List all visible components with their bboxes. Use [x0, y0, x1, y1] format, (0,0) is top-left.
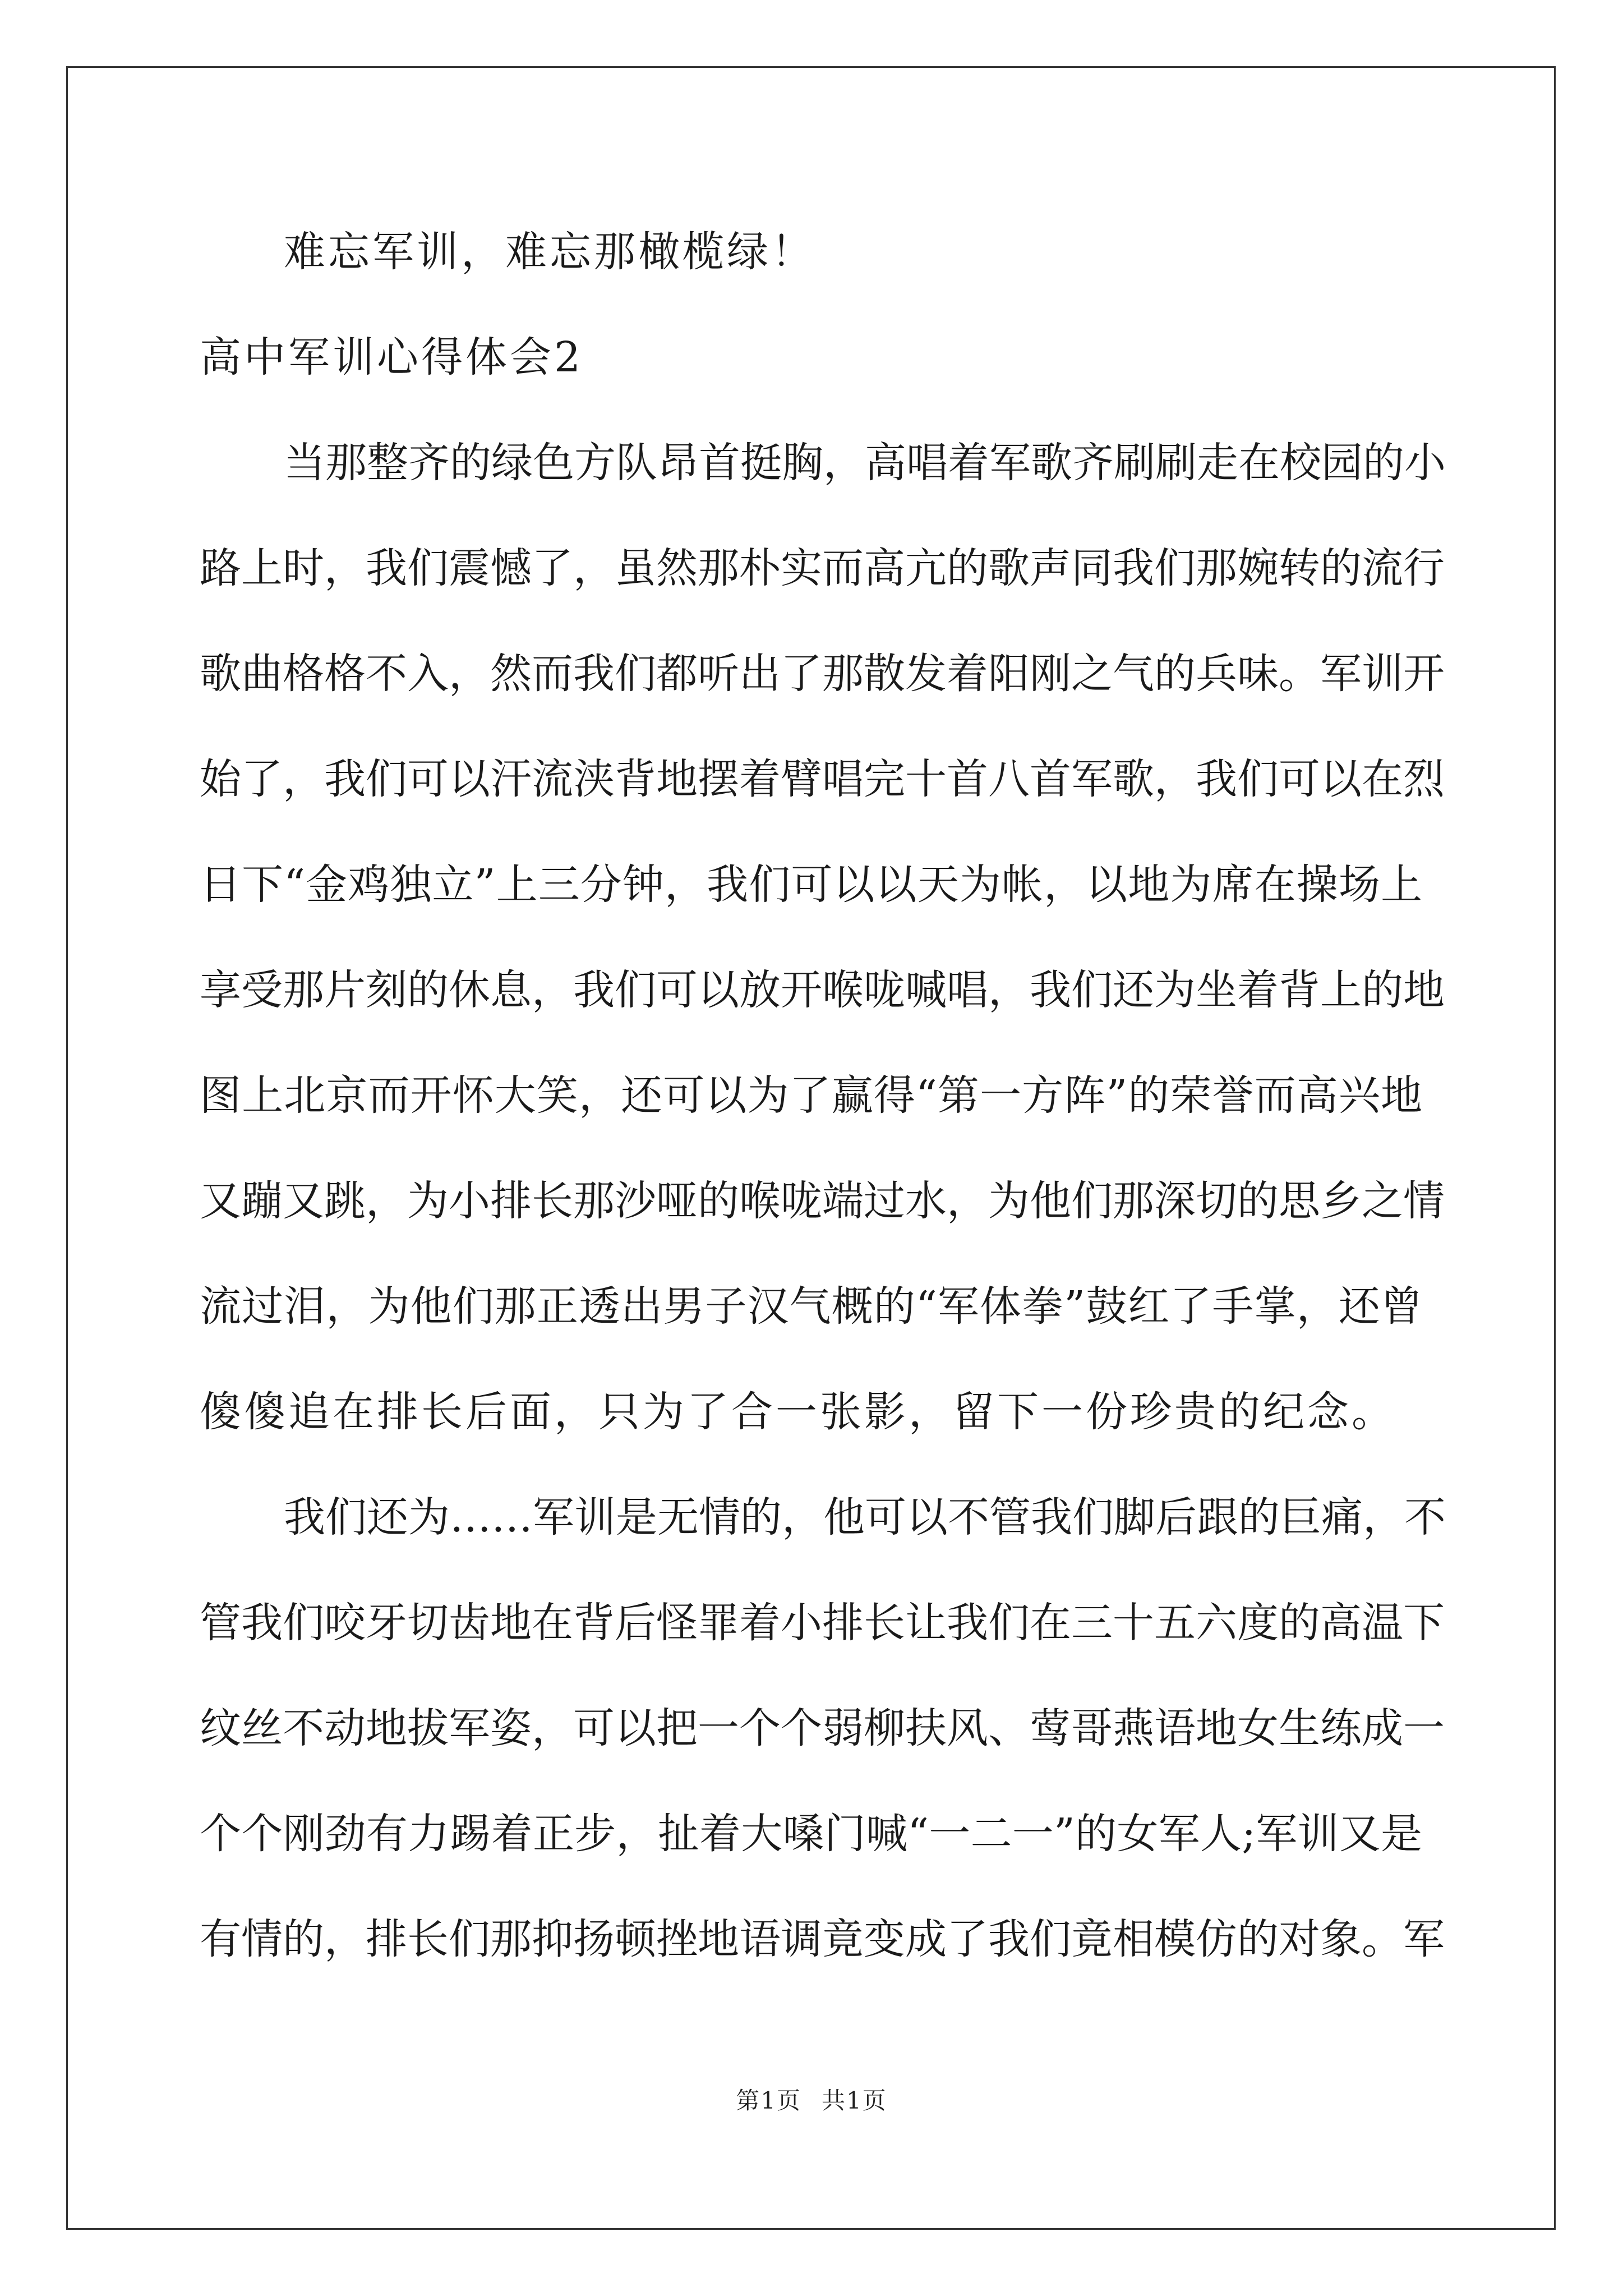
paragraph-line: 当那整齐的绿色方队昂首挺胸，高唱着军歌齐刷刷走在校园的小	[284, 439, 1446, 487]
paragraph-line: 享受那片刻的休息，我们可以放开喉咙喊唱，我们还为坐着背上的地	[200, 966, 1445, 1014]
page-footer	[0, 2084, 1623, 2118]
paragraph-line: 管我们咬牙切齿地在背后怪罪着小排长让我们在三十五六度的高温下	[200, 1599, 1445, 1647]
document-body	[200, 199, 1446, 1992]
page-number-current: 第1页	[736, 2087, 801, 2114]
paragraph-line: 傻傻追在排长后面，只为了合一张影，留下一份珍贵的纪念。	[200, 1388, 1396, 1436]
paragraph-line: 歌曲格格不入，然而我们都听出了那散发着阳刚之气的兵味。军训开	[200, 650, 1445, 698]
paragraph-line: 又蹦又跳，为小排长那沙哑的喉咙端过水，为他们那深切的思乡之情	[200, 1177, 1445, 1225]
paragraph-line: 有情的，排长们那抑扬顿挫地语调竟变成了我们竟相模仿的对象。军	[200, 1915, 1445, 1963]
paragraph-line: 图上北京而开怀大笑，还可以为了赢得“第一方阵”的荣誉而高兴地	[200, 1071, 1422, 1120]
paragraph-line: 我们还为……军训是无情的，他可以不管我们脚后跟的巨痛，不	[284, 1493, 1446, 1542]
paragraph-line: 个个刚劲有力踢着正步，扯着大嗓门喊“一二一”的女军人;军训又是	[200, 1810, 1422, 1858]
paragraph-line: 始了，我们可以汗流浃背地摆着臂唱完十首八首军歌，我们可以在烈	[200, 755, 1445, 803]
section-heading: 高中军训心得体会2	[200, 333, 584, 381]
page-number-total: 共1页	[822, 2087, 887, 2114]
paragraph-line: 路上时，我们震憾了，虽然那朴实而高亢的歌声同我们那婉转的流行	[200, 544, 1445, 592]
paragraph-line: 纹丝不动地拔军姿，可以把一个个弱柳扶风、莺哥燕语地女生练成一	[200, 1704, 1445, 1752]
paragraph-line: 流过泪，为他们那正透出男子汉气概的“军体拳”鼓红了手掌，还曾	[200, 1282, 1422, 1331]
closing-line: 难忘军训，难忘那橄榄绿！	[284, 228, 815, 276]
paragraph-line: 日下“金鸡独立”上三分钟，我们可以以天为帐，以地为席在操场上	[200, 861, 1422, 909]
